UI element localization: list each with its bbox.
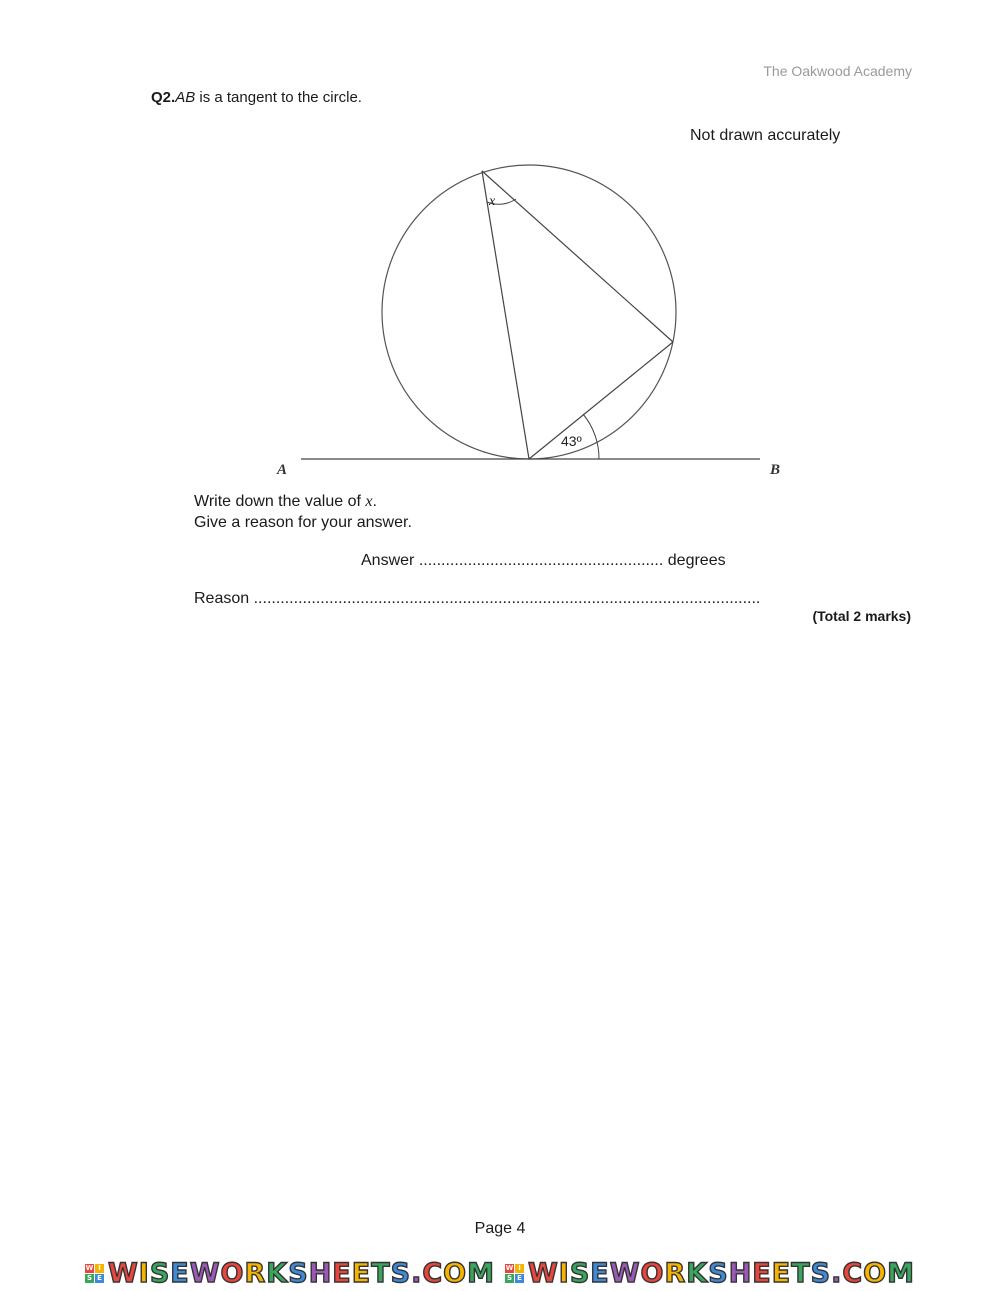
logo-letter: I — [515, 1264, 524, 1273]
logo-letter: I — [95, 1264, 104, 1273]
logo-letter: E — [95, 1274, 104, 1283]
logo-letter: E — [515, 1274, 524, 1283]
reason-line[interactable] — [194, 590, 760, 608]
prompt-value-period: . — [372, 493, 377, 510]
prompt-reason: Give a reason for your answer. — [194, 514, 412, 531]
brand-logo-icon — [505, 1264, 524, 1283]
logo-letter: W — [505, 1263, 514, 1272]
prompt-variable: x — [365, 493, 373, 510]
prompt-value-text: Write down the value of — [194, 493, 366, 510]
circle-tangent-diagram — [0, 0, 1000, 500]
answer-line[interactable] — [361, 552, 726, 570]
reason-label: Reason — [194, 590, 250, 607]
circle — [382, 165, 676, 459]
answer-blank[interactable]: ....................................................... — [418, 552, 664, 569]
question-number: Q2. — [151, 89, 176, 106]
reason-blank[interactable]: .................................................................................................................. — [253, 590, 761, 607]
answer-label: Answer — [361, 552, 415, 569]
brand-1 — [85, 1258, 495, 1289]
point-b-label: B — [770, 462, 781, 478]
accuracy-note: Not drawn accurately — [690, 127, 841, 144]
total-marks: (Total 2 marks) — [812, 608, 911, 624]
chord-top-to-right — [482, 171, 673, 342]
tangent-label: AB — [175, 89, 196, 106]
chord-tangent-point-to-right — [529, 342, 673, 459]
logo-letter: W — [85, 1263, 94, 1272]
brand-text: WISEWORKSHEETS.COM — [528, 1257, 915, 1289]
logo-letter: S — [86, 1273, 93, 1282]
brand-text: WISEWORKSHEETS.COM — [108, 1257, 495, 1289]
brand-2 — [505, 1258, 915, 1289]
chord-top-to-tangent-point — [482, 171, 529, 459]
angle-label-x: x — [489, 194, 496, 209]
point-a-label: A — [277, 462, 288, 478]
logo-letter: S — [506, 1273, 513, 1282]
page-number: Page 4 — [474, 1220, 526, 1237]
answer-unit: degrees — [667, 552, 726, 569]
angle-label-43: 43º — [561, 433, 582, 449]
angle-arc-43 — [583, 414, 599, 459]
brand-logo-icon — [85, 1264, 104, 1283]
footer-banner — [0, 1255, 1000, 1291]
school-name: The Oakwood Academy — [763, 63, 912, 79]
prompt-value — [194, 493, 377, 511]
question-body: is a tangent to the circle. — [195, 89, 362, 106]
